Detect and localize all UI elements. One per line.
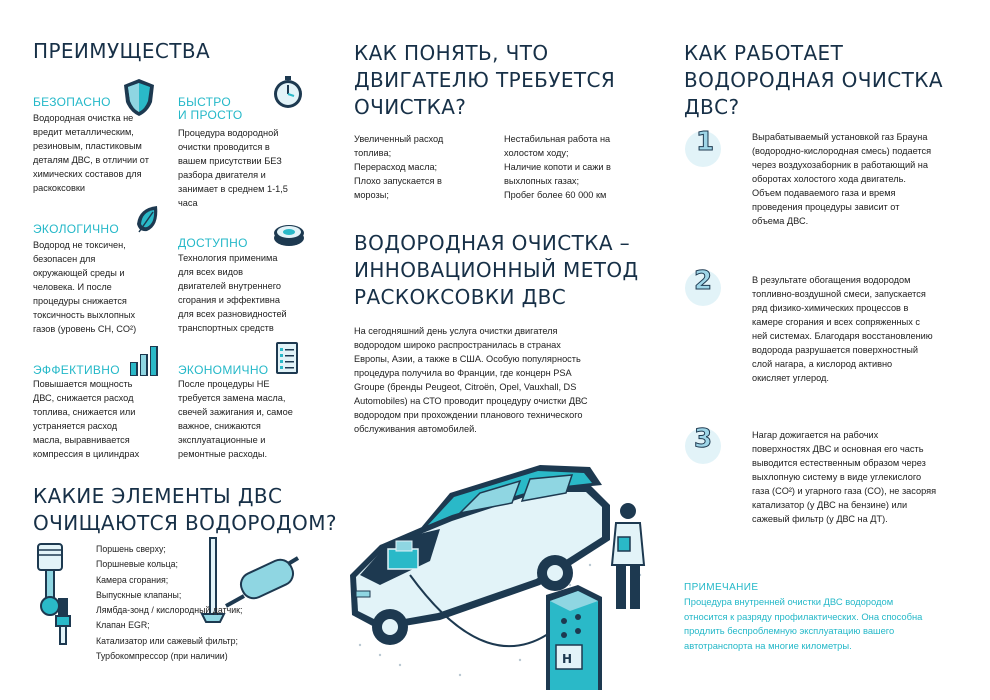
advantage-economic-text: После процедуры НЕ требуется замена масла, свечей зажигания и, самое важное, снижаются эксплуатационные и ремонтные расходы. — [178, 379, 293, 459]
advantage-safe-title: БЕЗОПАСНО — [33, 95, 111, 109]
advantage-affordable-text: Технология применима для всех видов двигателей внутреннего сгорания и эффективна для всех разновидностей транспортных средств — [178, 253, 287, 333]
mechanic-figure-icon — [612, 503, 644, 609]
step-1-text: Вырабатываемый установкой газ Брауна (водородно-кислородная смесь) подается через воздухозаборник в работающий на оборотах холостого хода двигатель. Объем подаваемого газа и время проведения процедуры зависит от объема ДВС. — [752, 132, 932, 226]
hydrogen-machine-icon — [546, 585, 602, 690]
step-2-text: В результате обогащения водородом топливно-воздушной смеси, запускается ряд физико-химических процессов в камере сгорания и всех сопряженных с ней системах. Благодаря восстановлению водорода разрушается поверхностный слой нагара, а кислород активно окисляет углерод. — [752, 275, 933, 383]
advantage-eco-title: ЭКОЛОГИЧНО — [33, 222, 120, 236]
car-illustration — [340, 445, 670, 693]
advantage-fast-title: БЫСТРО И ПРОСТО — [178, 95, 243, 122]
advantage-affordable-title: ДОСТУПНО — [178, 236, 248, 250]
advantage-fast-text: Процедура водородной очистки проводится в вашем присутствии БЕЗ разбора двигателя и занимает в среднем 1-1,5 часа — [178, 128, 288, 208]
advantages-heading: ПРЕИМУЩЕСТВА — [33, 39, 211, 63]
spark-plug-icon — [56, 598, 70, 644]
advantage-safe-text: Водородная очистка не вредит металлическим, резиновым, пластиковым деталям ДВС, в отличии от химических составов для раскоксовки — [33, 113, 149, 193]
how-heading: КАК РАБОТАЕТ ВОДОРОДНАЯ ОЧИСТКА ДВС? — [684, 41, 943, 119]
advantage-effective-text: Повышается мощность ДВС, снижается расход топлива, снижается или устраняется расход масла, выравнивается компрессия в цилиндрах — [33, 379, 140, 459]
coin-icon — [272, 220, 306, 250]
advantage-eco-text: Водород не токсичен, безопасен для окружающей среды и человека. И после процедуры снижается токсичность выхлопных газов (уровень CH, CO²) — [33, 240, 137, 334]
step-3-number: 3 — [694, 424, 713, 454]
signs-heading: КАК ПОНЯТЬ, ЧТО ДВИГАТЕЛЮ ТРЕБУЕТСЯ ОЧИСТКА? — [354, 41, 616, 119]
signs-left-list: Увеличенный расход топлива; Перерасход масла; Плохо запускается в морозы; — [354, 134, 444, 200]
method-heading: ВОДОРОДНАЯ ОЧИСТКА – ИННОВАЦИОННЫЙ МЕТОД РАСКОКСОВКИ ДВС — [354, 231, 639, 309]
signs-right-list: Нестабильная работа на холостом ходу; Наличие копоти и сажи в выхлопных газах; Пробег более 60 000 км — [504, 134, 611, 200]
note-text: Процедура внутренней очистки ДВС водородом относится к разряду профилактических. Она способна продлить беспроблемную эксплуатацию вашего автотранспорта на многие километры. — [684, 596, 923, 651]
method-text: На сегодняшний день услуга очистки двигателя водородом широко распространилась в странах Европы, Азии, а также в США. Особую популярность процедура получила во Франции, где концерн PSA Groupe (бренды Peugeot, Citroën, Opel, Vauxhall, DS Automobiles) на СТО проводит процедуру очистки ДВС водородом при прохождении планового технического обслуживания автомобилей. — [354, 326, 588, 434]
step-1-number: 1 — [696, 127, 715, 157]
leaf-icon — [133, 204, 161, 234]
stopwatch-icon — [270, 74, 306, 110]
step-3-text: Нагар дожигается на рабочих поверхностях ДВС и основная его часть выводится естественным образом через выхлопную систему в виде углекислого газа (CO²) и угарного газа (CO), не засоряя катализатор (у ДВС на бензине) или сажевый фильтр (у ДВС на ДТ). — [752, 430, 937, 524]
checklist-icon — [274, 340, 300, 376]
elements-heading: КАКИЕ ЭЛЕМЕНТЫ ДВС ОЧИЩАЮТСЯ ВОДОРОДОМ? — [33, 484, 337, 535]
advantage-economic-title: ЭКОНОМИЧНО — [178, 363, 269, 377]
advantage-effective-title: ЭФФЕКТИВНО — [33, 363, 120, 377]
step-2-number: 2 — [694, 266, 713, 296]
elements-list: Поршень сверху; Поршневые кольца; Камера сгорания; Выпускные клапаны; Лямбда-зонд / кислородный датчик; Клапан EGR; Катализатор или сажевый фильтр; Турбокомпрессор (при наличии) — [96, 544, 243, 662]
note-title: ПРИМЕЧАНИЕ — [684, 582, 759, 593]
bar-chart-icon — [128, 344, 162, 378]
svg-text:H: H — [562, 652, 573, 666]
